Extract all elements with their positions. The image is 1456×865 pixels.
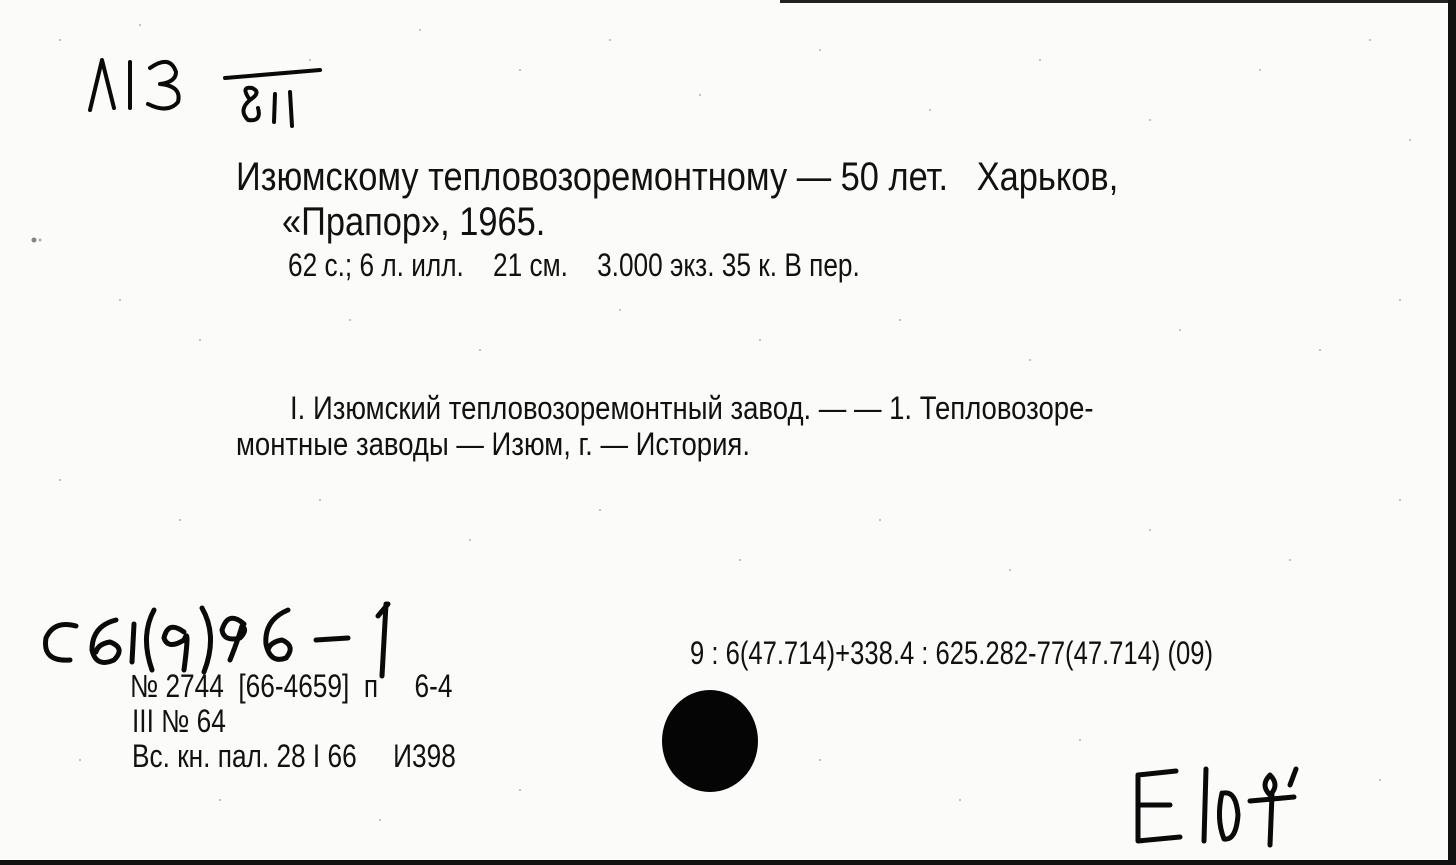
title-line-1: Изюмскому тепловозоремонтному — 50 лет. Харьков, (236, 155, 1119, 199)
collation-line: 62 с.; 6 л. илл. 21 см. 3.000 экз. 35 к. В пер. (288, 247, 860, 283)
scan-edge-bottom (0, 860, 1456, 865)
record-line-3: Вс. кн. пал. 28 I 66 И398 (132, 738, 456, 774)
record-line-1: № 2744 [66-4659] п 6-4 (130, 668, 453, 704)
handwritten-shelfmark (80, 50, 340, 140)
card-punch-hole (662, 690, 758, 792)
handwritten-corner-mark (1120, 755, 1320, 850)
udc-index: 9 : 6(47.714)+338.4 : 625.282-77(47.714) (09) (690, 635, 1214, 671)
corner-mark-text: Е10Ч (1120, 755, 1123, 756)
classification-text: С61(9)96-1 (34, 580, 40, 581)
scan-edge-top (780, 0, 1456, 3)
scan-edge-right (1448, 0, 1456, 865)
record-line-2: III № 64 (132, 703, 226, 739)
title-line-2: «Прапор», 1965. (282, 200, 546, 244)
shelfmark-text: Л13 811 (80, 50, 85, 51)
tracing-line-1: I. Изюмский тепловозоремонтный завод. — — 1. Тепловозоре- (290, 390, 1094, 426)
tracing-line-2: монтные заводы — Изюм, г. — История. (236, 426, 750, 462)
